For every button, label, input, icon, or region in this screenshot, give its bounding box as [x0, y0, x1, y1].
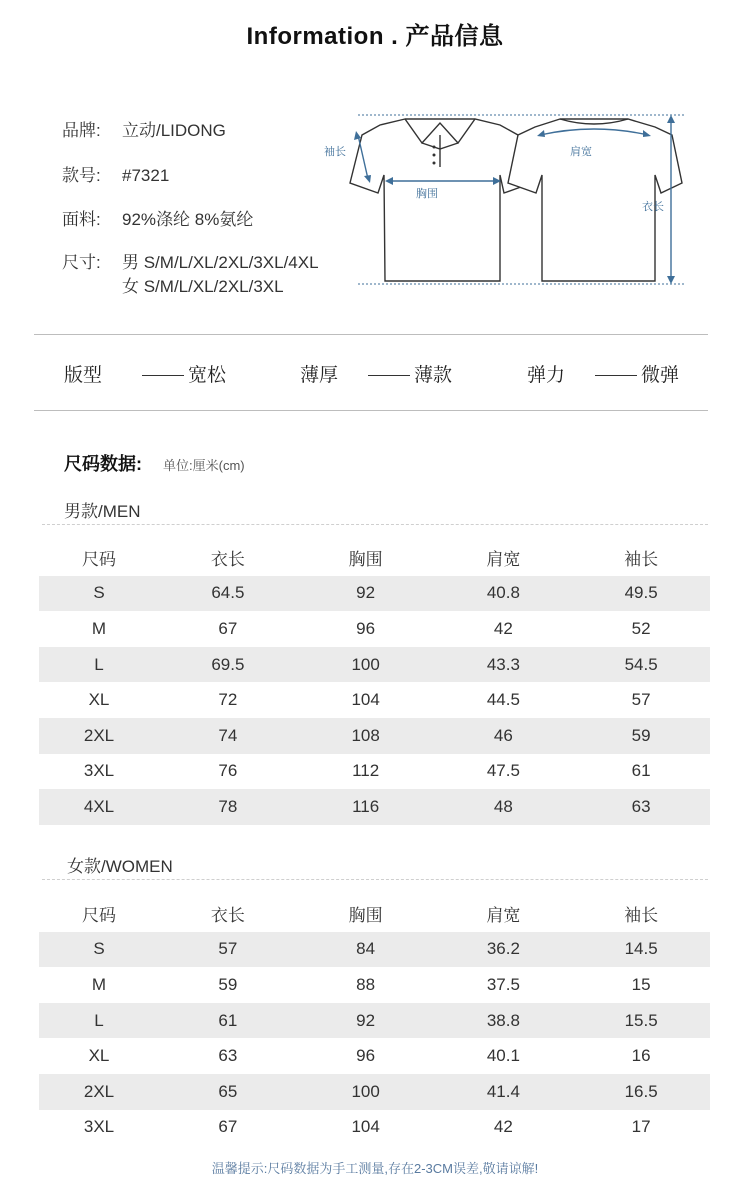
cell-shoulder: 42 [493, 618, 513, 638]
property-elasticity-value: 微弹 [641, 365, 680, 386]
cell-length: 63 [218, 1046, 238, 1066]
brand-label: 品牌: [62, 121, 101, 140]
divider-bottom [34, 410, 708, 411]
cell-size: L [39, 647, 159, 683]
cell-shoulder: 40.8 [435, 576, 573, 612]
cell-size: M [91, 618, 107, 638]
cell-shoulder: 42 [493, 1117, 513, 1137]
header-size: 尺码 [82, 550, 116, 570]
cell-length: 57 [159, 932, 297, 968]
table-header-row [39, 540, 710, 576]
cell-chest: 84 [297, 932, 435, 968]
cell-length: 69.5 [159, 647, 297, 683]
front-shirt-icon [350, 119, 532, 281]
property-fit-dash [142, 375, 184, 376]
property-fit [64, 360, 226, 387]
cell-sleeve: 59 [572, 718, 710, 754]
cell-chest: 96 [356, 1046, 376, 1066]
cell-shoulder: 48 [435, 789, 573, 825]
shirt-diagram [310, 105, 690, 295]
cell-size: XL [88, 1046, 110, 1066]
cell-sleeve: 17 [631, 1117, 651, 1137]
model-label: 款号: [62, 166, 101, 185]
cell-sleeve: 16 [631, 1046, 651, 1066]
property-fit-name: 版型 [64, 365, 103, 386]
cell-shoulder: 47.5 [486, 761, 520, 781]
model-row [62, 161, 169, 186]
page-title: Information . 产品信息 [246, 23, 504, 50]
table-row [39, 718, 710, 754]
cell-chest: 112 [352, 761, 380, 781]
header-sleeve: 袖长 [624, 906, 659, 926]
property-thickness [300, 360, 452, 387]
table-row [39, 1038, 710, 1074]
cell-size: S [39, 932, 159, 968]
header-sleeve: 袖长 [624, 550, 659, 570]
size-men-value: 男 S/M/L/XL/2XL/3XL/4XL [122, 253, 319, 272]
table-row [39, 647, 710, 683]
cell-shoulder: 40.1 [486, 1046, 520, 1066]
header-chest: 胸围 [348, 550, 383, 570]
brand-row [62, 116, 226, 141]
cell-size: 2XL [39, 718, 159, 754]
cell-sleeve: 49.5 [572, 576, 710, 612]
table-row [39, 1074, 710, 1110]
cell-length: 74 [159, 718, 297, 754]
cell-sleeve: 14.5 [572, 932, 710, 968]
cell-length: 61 [159, 1003, 297, 1039]
header-size: 尺码 [82, 906, 116, 926]
table-row [39, 967, 710, 1003]
cell-chest: 92 [297, 576, 435, 612]
cell-chest: 88 [356, 974, 376, 994]
sleeve-label: 袖长 [324, 146, 346, 158]
cell-size: 3XL [83, 1117, 115, 1137]
cell-shoulder: 38.8 [435, 1003, 573, 1039]
cell-size: 2XL [39, 1074, 159, 1110]
size-row [62, 248, 319, 273]
length-label: 衣长 [642, 201, 664, 213]
property-thickness-value: 薄款 [414, 365, 453, 386]
cell-sleeve: 61 [631, 761, 651, 781]
table-row [39, 1110, 710, 1146]
men-size-table [39, 540, 710, 825]
cell-chest: 104 [351, 690, 380, 710]
fabric-label: 面料: [62, 210, 101, 229]
cell-sleeve: 57 [631, 690, 651, 710]
model-value: #7321 [122, 166, 170, 185]
table-row [39, 682, 710, 718]
cell-sleeve: 15 [631, 974, 651, 994]
header-shoulder: 肩宽 [486, 550, 521, 570]
table-header-row [39, 896, 710, 932]
header-length: 衣长 [210, 906, 245, 926]
property-elasticity-dash [595, 375, 637, 376]
table-row [39, 611, 710, 647]
cell-chest: 116 [297, 789, 435, 825]
cell-sleeve: 15.5 [572, 1003, 710, 1039]
cell-length: 78 [159, 789, 297, 825]
property-elasticity [527, 360, 679, 387]
cell-sleeve: 52 [631, 618, 651, 638]
header-chest: 胸围 [348, 906, 383, 926]
size-data-title: 尺码数据: [64, 454, 142, 474]
men-dotted-divider [42, 524, 708, 525]
property-thickness-name: 薄厚 [300, 365, 339, 386]
chest-label: 胸围 [416, 188, 438, 200]
size-data-unit: 单位:厘米(cm) [163, 458, 245, 473]
fabric-row [62, 205, 253, 230]
cell-chest: 108 [297, 718, 435, 754]
cell-shoulder: 41.4 [435, 1074, 573, 1110]
cell-size: 4XL [39, 789, 159, 825]
header-length: 衣长 [210, 550, 245, 570]
cell-length: 64.5 [159, 576, 297, 612]
table-row [39, 754, 710, 790]
measurement-note: 温馨提示:尺码数据为手工测量,存在2-3CM误差,敬请谅解! [211, 1161, 539, 1176]
divider-top [34, 334, 708, 335]
cell-size: S [39, 576, 159, 612]
cell-chest: 104 [351, 1117, 380, 1137]
property-thickness-dash [368, 375, 410, 376]
cell-sleeve: 16.5 [572, 1074, 710, 1110]
cell-length: 59 [218, 974, 238, 994]
header-shoulder: 肩宽 [486, 906, 521, 926]
cell-sleeve: 63 [572, 789, 710, 825]
size-women-value: 女 S/M/L/XL/2XL/3XL [122, 277, 284, 296]
women-dotted-divider [42, 879, 708, 880]
cell-chest: 92 [297, 1003, 435, 1039]
cell-length: 67 [218, 618, 238, 638]
cell-chest: 100 [297, 647, 435, 683]
women-size-table [39, 896, 710, 1145]
property-fit-value: 宽松 [188, 365, 227, 386]
cell-length: 65 [159, 1074, 297, 1110]
cell-sleeve: 54.5 [572, 647, 710, 683]
cell-shoulder: 43.3 [435, 647, 573, 683]
cell-shoulder: 36.2 [435, 932, 573, 968]
property-elasticity-name: 弹力 [527, 365, 566, 386]
women-label: 女款/WOMEN [67, 857, 173, 876]
table-row [39, 1003, 710, 1039]
cell-size: L [39, 1003, 159, 1039]
cell-shoulder: 46 [435, 718, 573, 754]
cell-size: 3XL [83, 761, 115, 781]
men-label: 男款/MEN [64, 502, 141, 521]
cell-length: 67 [218, 1117, 238, 1137]
cell-size: M [91, 974, 107, 994]
cell-size: XL [88, 690, 110, 710]
fabric-value: 92%涤纶 8%氨纶 [122, 210, 254, 229]
cell-chest: 100 [297, 1074, 435, 1110]
cell-length: 76 [218, 761, 238, 781]
table-row [39, 932, 710, 968]
table-row [39, 789, 710, 825]
back-shirt-icon [508, 119, 682, 281]
brand-value: 立动/LIDONG [122, 121, 226, 140]
shoulder-label: 肩宽 [570, 146, 592, 158]
cell-shoulder: 44.5 [486, 690, 520, 710]
cell-chest: 96 [356, 618, 376, 638]
cell-shoulder: 37.5 [486, 974, 520, 994]
table-row [39, 576, 710, 612]
size-label: 尺寸: [62, 253, 101, 272]
cell-length: 72 [218, 690, 238, 710]
